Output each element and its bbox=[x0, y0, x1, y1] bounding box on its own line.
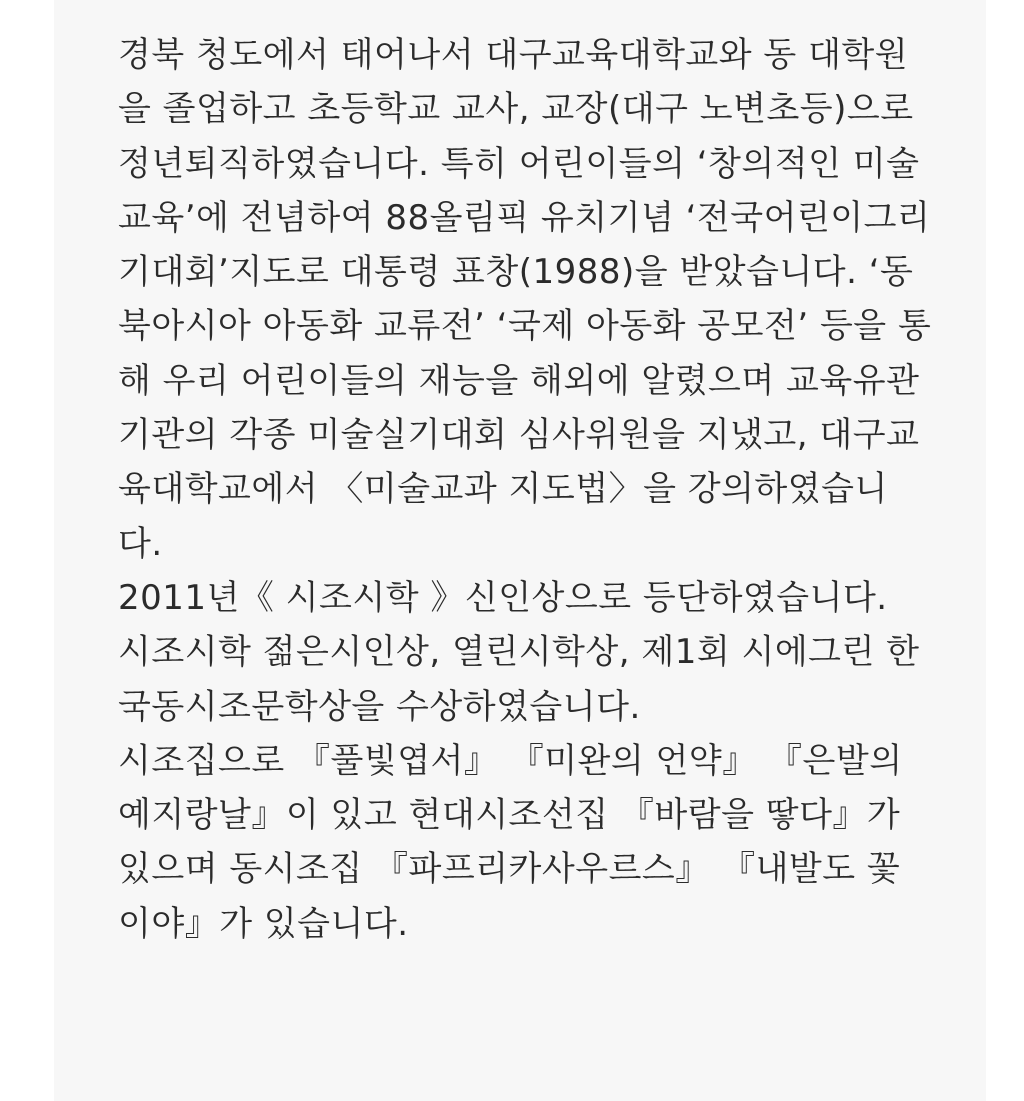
text-line: 다. bbox=[118, 523, 163, 564]
text-line: 해 우리 어린이들의 재능을 해외에 알렸으며 교육유관 bbox=[118, 360, 920, 401]
text-line: 시조집으로 『풀빛엽서』 『미완의 언약』 『은발의 bbox=[118, 740, 903, 781]
text-line: 있으며 동시조집 『파프리카사우르스』 『내발도 꽃 bbox=[118, 849, 901, 890]
text-line: 북아시아 아동화 교류전’ ‘국제 아동화 공모전’ 등을 통 bbox=[118, 306, 932, 347]
text-line: 기관의 각종 미술실기대회 심사위원을 지냈고, 대구교 bbox=[118, 415, 920, 456]
document-page bbox=[54, 0, 986, 1101]
text-line: 을 졸업하고 초등학교 교사, 교장(대구 노변초등)으로 bbox=[118, 89, 914, 130]
text-line: 교육’에 전념하여 88올림픽 유치기념 ‘전국어린이그리 bbox=[118, 197, 931, 238]
text-line: 시조시학 젊은시인상, 열린시학상, 제1회 시에그린 한 bbox=[118, 632, 920, 673]
author-biography bbox=[118, 28, 968, 951]
text-line: 2011년《 시조시학 》신인상으로 등단하였습니다. bbox=[118, 577, 888, 618]
text-line: 육대학교에서 〈미술교과 지도법〉을 강의하였습니 bbox=[118, 469, 888, 510]
text-line: 예지랑날』이 있고 현대시조선집 『바람을 땋다』가 bbox=[118, 795, 901, 836]
text-line: 경북 청도에서 태어나서 대구교육대학교와 동 대학원 bbox=[118, 35, 909, 75]
text-line: 이야』가 있습니다. bbox=[118, 903, 409, 944]
text-line: 정년퇴직하였습니다. 특히 어린이들의 ‘창의적인 미술 bbox=[118, 143, 920, 184]
text-line: 기대회’지도로 대통령 표창(1988)을 받았습니다. ‘동 bbox=[118, 252, 914, 293]
text-line: 국동시조문학상을 수상하였습니다. bbox=[118, 686, 641, 727]
